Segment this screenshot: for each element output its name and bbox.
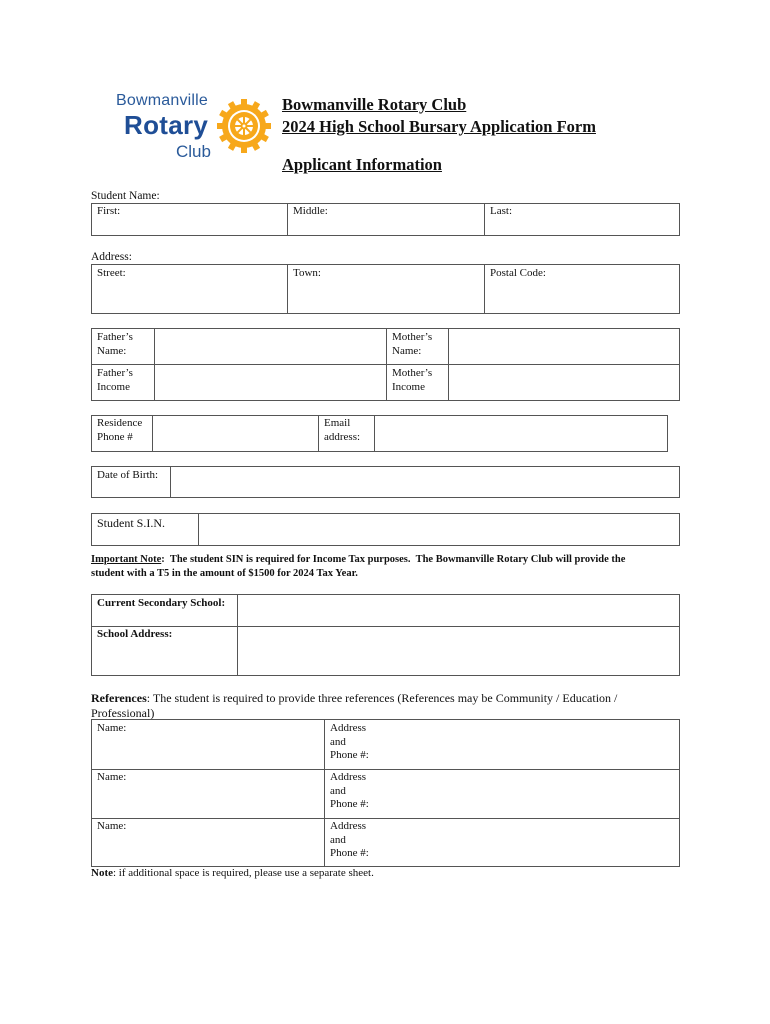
- mother-income-input[interactable]: [449, 365, 679, 400]
- reference-2-address[interactable]: Address and Phone #:: [330, 771, 369, 810]
- address-table: [91, 264, 680, 314]
- footer-note: Note: if additional space is required, please use a separate sheet.: [91, 867, 374, 879]
- current-school-input[interactable]: [238, 595, 679, 626]
- form-title: 2024 High School Bursary Application Form: [282, 117, 596, 136]
- residence-phone-input[interactable]: [153, 416, 317, 451]
- contact-table: [91, 415, 668, 452]
- father-income-input[interactable]: [155, 365, 385, 400]
- father-name-input[interactable]: [155, 329, 385, 364]
- reference-3-address[interactable]: Address and Phone #:: [330, 820, 369, 859]
- school-table: [91, 594, 680, 676]
- references-table: [91, 719, 680, 867]
- town-field[interactable]: Town:: [293, 267, 321, 279]
- logo-text-bowmanville: Bowmanville: [116, 92, 209, 109]
- residence-phone-label: Residence Phone #: [97, 417, 143, 443]
- father-income-label: Father’s Income: [97, 367, 133, 393]
- references-intro: References: The student is required to provide three references (References may be Community / Education / Professional): [91, 691, 618, 720]
- student-name-label: Student Name:: [91, 190, 160, 202]
- middle-name-field[interactable]: Middle:: [293, 205, 328, 217]
- reference-1-name[interactable]: Name:: [97, 722, 127, 734]
- father-name-label: Father’s Name:: [97, 331, 133, 357]
- school-address-input[interactable]: [238, 627, 679, 675]
- last-name-field[interactable]: Last:: [490, 205, 512, 217]
- street-field[interactable]: Street:: [97, 267, 126, 279]
- address-label: Address:: [91, 251, 132, 263]
- rotary-logo: [110, 90, 275, 165]
- dob-table: [91, 466, 680, 498]
- first-name-field[interactable]: First:: [97, 205, 121, 217]
- reference-3-name[interactable]: Name:: [97, 820, 127, 832]
- postal-code-field[interactable]: Postal Code:: [490, 267, 546, 279]
- sin-label: Student S.I.N.: [97, 516, 166, 530]
- reference-1-address[interactable]: Address and Phone #:: [330, 722, 369, 761]
- reference-2-name[interactable]: Name:: [97, 771, 127, 783]
- student-name-table: [91, 203, 680, 236]
- dob-label: Date of Birth:: [97, 469, 159, 481]
- dob-input[interactable]: [171, 467, 679, 497]
- school-address-label: School Address:: [97, 628, 173, 640]
- email-input[interactable]: [375, 416, 667, 451]
- logo-text-club: Club: [176, 142, 211, 161]
- sin-table: [91, 513, 680, 546]
- section-title: Applicant Information: [282, 155, 442, 174]
- mother-name-label: Mother’s Name:: [392, 331, 433, 357]
- rotary-wheel-icon: [216, 98, 272, 154]
- mother-name-input[interactable]: [449, 329, 679, 364]
- important-note: Important Note: The student SIN is required for Income Tax purposes. The Bowmanville Rotary Club will provide the student with a T5 in the amount of $1500 for 2024 Tax Year.: [91, 554, 626, 579]
- logo-text-rotary: Rotary: [124, 110, 209, 140]
- org-title: Bowmanville Rotary Club: [282, 95, 467, 114]
- mother-income-label: Mother’s Income: [392, 367, 433, 393]
- sin-input[interactable]: [199, 514, 679, 545]
- current-school-label: Current Secondary School:: [97, 597, 226, 609]
- email-label: Email address:: [324, 417, 361, 443]
- parents-table: [91, 328, 680, 401]
